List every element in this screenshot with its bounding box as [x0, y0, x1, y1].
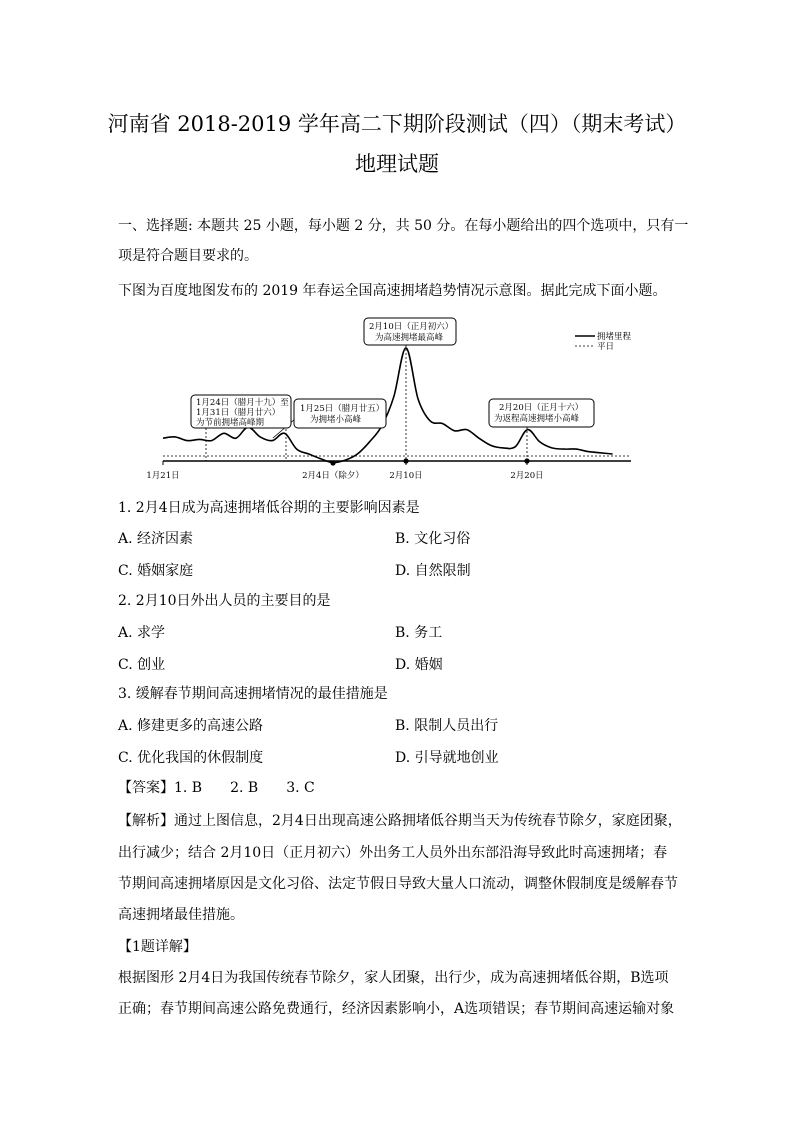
question-3-option-d: D. 引导就地创业 — [395, 750, 499, 766]
x-tick-label: 1月21日 — [146, 471, 180, 481]
exam-subtitle: 地理试题 — [355, 152, 439, 176]
annotation-text: 为返程高速拥堵小高峰 — [494, 414, 580, 424]
analysis-line-3: 节期间高速拥堵原因是文化习俗、法定节假日导致大量人口流动，调整休假制度是缓解春节 — [118, 876, 678, 892]
question-1-option-b: B. 文化习俗 — [395, 531, 471, 547]
material-intro: 下图为百度地图发布的 2019 年春运全国高速拥堵趋势情况示意图。据此完成下面小题。 — [118, 283, 667, 299]
analysis-line-4: 高速拥堵最佳措施。 — [118, 907, 244, 923]
x-tick-label: 2月20日 — [510, 471, 544, 481]
detail-line-1: 根据图形 2月4日为我国传统春节除夕，家人团聚，出行少，成为高速拥堵低谷期，B选项 — [118, 970, 669, 986]
annotation-text: 为拥堵小高峰 — [310, 415, 362, 425]
question-1-option-a: A. 经济因素 — [118, 531, 194, 547]
annotation-text: 1月24日（腊月十九）至 — [196, 398, 289, 408]
legend-label: 拥堵里程 — [597, 332, 632, 342]
analysis-line-1: 【解析】通过上图信息，2月4日出现高速公路拥堵低谷期当天为传统春节除夕，家庭团聚， — [118, 813, 682, 829]
annotation-text: 2月20日（正月十六） — [499, 403, 584, 413]
question-2-stem: 2. 2月10日外出人员的主要目的是 — [118, 593, 331, 609]
annotation-preholiday-peak — [191, 395, 291, 428]
annotation-text: 1月31日（腊月廿六） — [196, 408, 281, 418]
x-tick-label: 2月4日（除夕） — [302, 471, 364, 481]
tick-dot — [330, 460, 335, 465]
detail-heading: 【1题详解】 — [118, 939, 197, 955]
annotation-text: 2月10日（正月初六） — [369, 322, 454, 332]
question-3-option-c: C. 优化我国的休假制度 — [118, 750, 264, 766]
answer-key: 【答案】1. B 2. B 3. C — [118, 780, 315, 796]
question-2-option-d: D. 婚姻 — [395, 657, 443, 673]
legend-label: 平日 — [597, 342, 615, 352]
analysis-line-2: 出行减少；结合 2月10日（正月初六）外出务工人员外出东部沿海导致此时高速拥堵；春 — [118, 845, 668, 861]
detail-line-2: 正确；春节期间高速公路免费通行，经济因素影响小，A选项错误；春节期间高速运输对象 — [118, 1001, 675, 1017]
annotation-text: 为节前拥堵高峰期 — [196, 418, 265, 428]
chart-legend — [575, 331, 632, 352]
question-3-stem: 3. 缓解春节期间高速拥堵情况的最佳措施是 — [118, 686, 388, 702]
question-2-option-a: A. 求学 — [118, 625, 166, 641]
question-1-option-c: C. 婚姻家庭 — [118, 563, 194, 579]
annotation-return-peak-feb20 — [489, 399, 594, 427]
x-tick-label: 2月10日 — [389, 471, 423, 481]
question-3-option-a: A. 修建更多的高速公路 — [118, 718, 264, 734]
congestion-chart — [146, 315, 635, 487]
section-instructions-line2: 项是符合题目要求的。 — [118, 248, 258, 264]
question-2-option-b: B. 务工 — [395, 625, 443, 641]
question-1-stem: 1. 2月4日成为高速拥堵低谷期的主要影响因素是 — [118, 500, 420, 516]
section-instructions-line1: 一、选择题: 本题共 25 小题，每小题 2 分，共 50 分。在每小题给出的四个选项中，只有一 — [118, 218, 689, 234]
annotation-top-peak-feb10 — [364, 318, 456, 345]
annotation-small-peak-jan25 — [294, 399, 386, 428]
exam-title: 河南省 2018-2019 学年高二下期阶段测试（四）（期末考试） — [107, 112, 687, 136]
annotation-text: 为高速拥堵最高峰 — [375, 333, 444, 343]
question-2-option-c: C. 创业 — [118, 657, 166, 673]
question-3-option-b: B. 限制人员出行 — [395, 718, 499, 734]
question-1-option-d: D. 自然限制 — [395, 563, 471, 579]
annotation-text: 1月25日（腊月廿五） — [300, 404, 385, 414]
